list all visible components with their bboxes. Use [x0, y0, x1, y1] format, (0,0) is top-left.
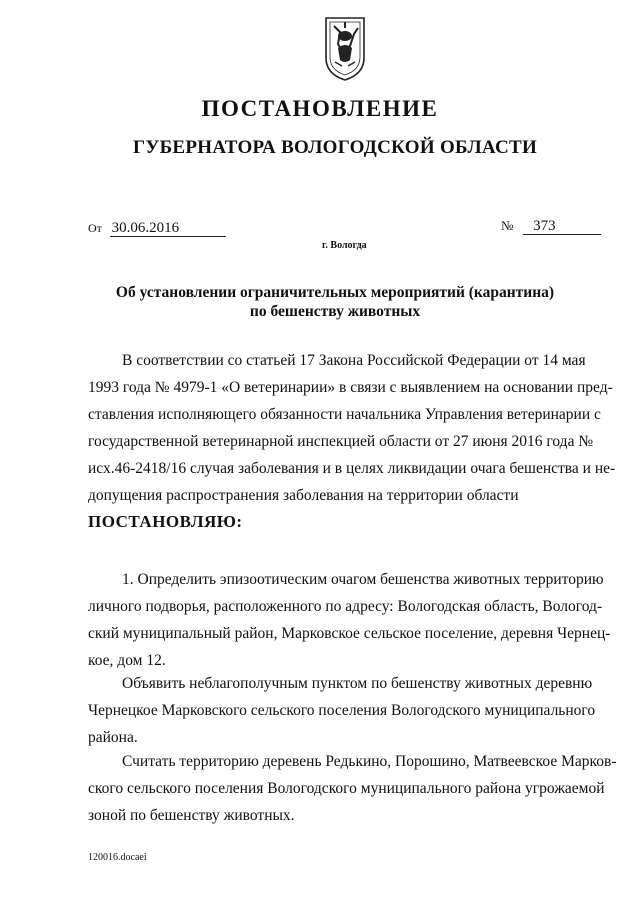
- section-line: Объявить неблагополучным пунктом по бешенству животных деревню: [122, 675, 593, 692]
- date-value: 30.06.2016: [110, 220, 226, 237]
- section-line: района.: [88, 729, 138, 746]
- section-line: Считать территорию деревень Редькино, Порошино, Матвеевское Марков-: [122, 753, 617, 770]
- preamble-paragraph: [88, 347, 640, 509]
- section-1-paragraph: [88, 566, 640, 674]
- document-subject: [0, 283, 640, 321]
- preamble-line: допущения распространения заболевания на территории области: [88, 487, 519, 504]
- coat-of-arms-emblem: [324, 14, 366, 82]
- subject-line: Об установлении ограничительных мероприятий (карантина): [115, 284, 555, 301]
- section-2-paragraph: [88, 670, 640, 751]
- section-line: зоной по бешенству животных.: [88, 807, 295, 824]
- decree-heading: ПОСТАНОВЛЯЮ:: [88, 512, 243, 531]
- section-line: Чернецкое Марковского сельского поселения Вологодского муниципального: [88, 702, 596, 719]
- section-line: ского сельского поселения Вологодского муниципального района угрожаемой: [88, 780, 605, 797]
- number-label: №: [501, 218, 514, 233]
- subject-line: по бешенству животных: [249, 303, 421, 320]
- section-line: личного подворья, расположенного по адресу: Вологодская область, Вологод-: [88, 598, 603, 615]
- preamble-line: В соответствии со статьей 17 Закона Российской Федерации от 14 мая: [122, 352, 586, 369]
- date-field: [88, 220, 226, 237]
- date-label: От: [88, 221, 102, 235]
- preamble-line: ставления исполняющего обязанности начальника Управления ветеринарии с: [88, 406, 601, 423]
- section-line: 1. Определить эпизоотическим очагом бешенства животных территорию: [122, 571, 604, 588]
- number-value: 373: [523, 218, 601, 235]
- section-3-paragraph: [88, 748, 640, 829]
- preamble-line: 1993 года № 4979-1 «О ветеринарии» в связи с выявлением на основании пред-: [88, 379, 613, 396]
- preamble-line: государственной ветеринарной инспекцией области от 27 июня 2016 года №: [88, 433, 594, 450]
- section-line: кое, дом 12.: [88, 652, 166, 669]
- file-reference: 120016.docaei: [88, 852, 147, 863]
- document-title: ПОСТАНОВЛЕНИЕ: [201, 96, 439, 121]
- number-field: [501, 218, 601, 235]
- document-issuer: ГУБЕРНАТОРА ВОЛОГОДСКОЙ ОБЛАСТИ: [132, 137, 538, 158]
- section-line: ский муниципальный район, Марковское сельское поселение, деревня Чернец-: [88, 625, 611, 642]
- city-name: г. Вологда: [322, 240, 367, 251]
- preamble-line: исх.46-2418/16 случая заболевания и в целях ликвидации очага бешенства и не-: [88, 460, 616, 477]
